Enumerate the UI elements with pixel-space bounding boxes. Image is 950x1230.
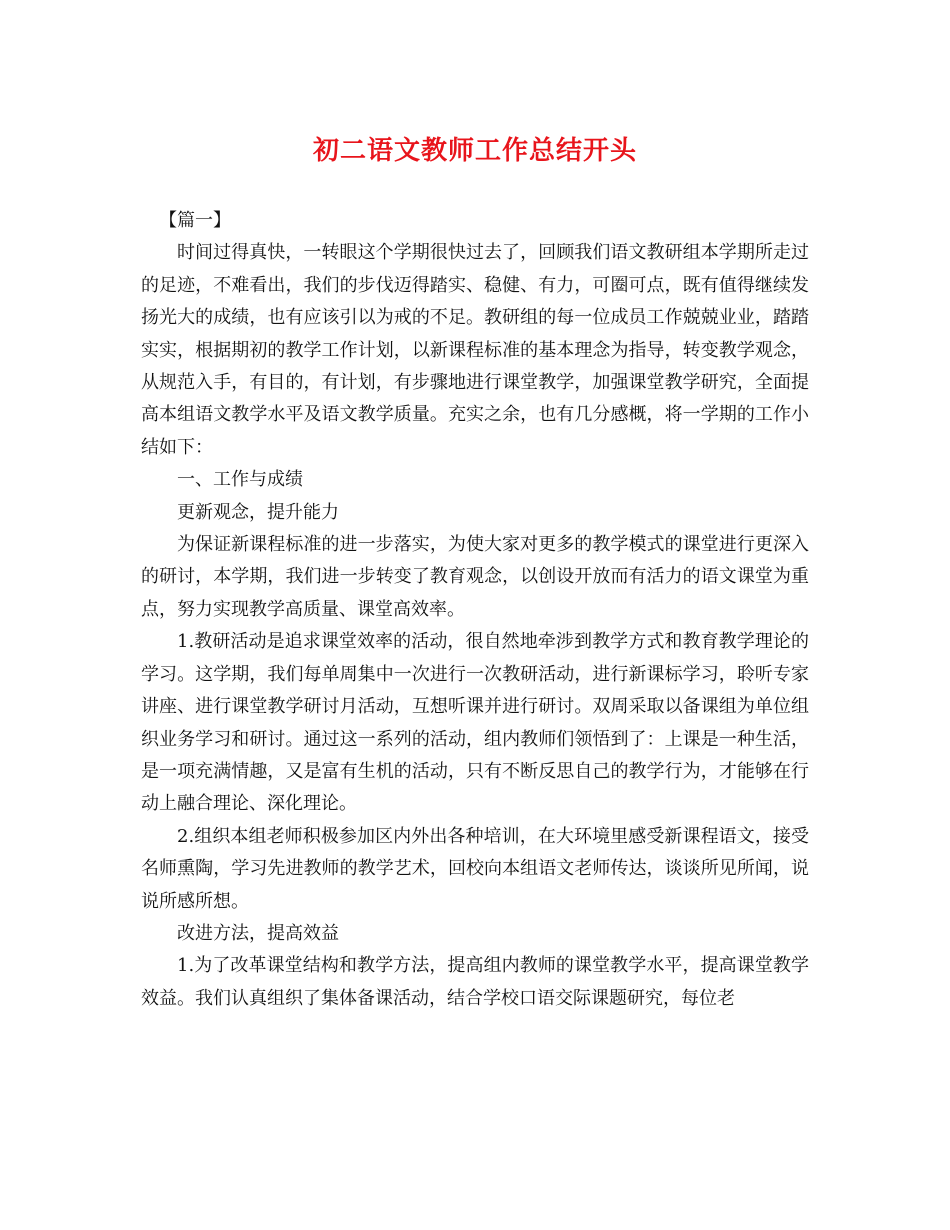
paragraph: 为保证新课程标准的进一步落实，为使大家对更多的教学模式的课堂进行更深入的研讨，本学期，我们进一步转变了教育观念，以创设开放而有活力的语文课堂为重点，努力实现教学高质量、课堂高效率。 (141, 534, 809, 620)
section-heading: 【篇一】 (159, 210, 231, 231)
paragraph: 1.教研活动是追求课堂效率的活动，很自然地牵涉到教学方式和教育教学理论的学习。这学期，我们每单周集中一次进行一次教研活动，进行新课标学习，聆听专家讲座、进行课堂教学研讨月活动，互想听课并进行研讨。双周采取以备课组为单位组织业务学习和研讨。通过这一系列的活动，组内教师们领悟到了：上课是一种生活，是一项充满情趣，又是富有生机的活动，只有不断反思自己的教学行为，才能够在行动上融合理论、深化理论。 (141, 631, 809, 815)
paragraph: 1.为了改革课堂结构和教学方法，提高组内教师的课堂教学水平，提高课堂教学效益。我们认真组织了集体备课活动，结合学校口语交际课题研究，每位老 (141, 955, 809, 1009)
document-body (141, 205, 809, 1015)
document-title: 初二语文教师工作总结开头 (312, 136, 637, 166)
subheading: 改进方法，提高效益 (177, 922, 339, 944)
subheading: 一、工作与成绩 (177, 469, 303, 491)
paragraph: 2.组织本组老师积极参加区内外出各种培训，在大环境里感受新课程语文，接受名师熏陶，学习先进教师的教学艺术，回校向本组语文老师传达，谈谈所见所闻，说说所感所想。 (141, 825, 809, 912)
subheading: 更新观念，提升能力 (177, 501, 339, 523)
paragraph: 时间过得真快，一转眼这个学期很快过去了，回顾我们语文教研组本学期所走过的足迹，不难看出，我们的步伐迈得踏实、稳健、有力，可圈可点，既有值得继续发扬光大的成绩，也有应该引以为戒的不足。教研组的每一位成员工作兢兢业业，踏踏实实，根据期初的教学工作计划，以新课程标准的基本理念为指导，转变教学观念，从规范入手，有目的，有计划，有步骤地进行课堂教学，加强课堂教学研究，全面提高本组语文教学水平及语文教学质量。充实之余，也有几分感概，将一学期的工作小结如下： (141, 242, 809, 458)
